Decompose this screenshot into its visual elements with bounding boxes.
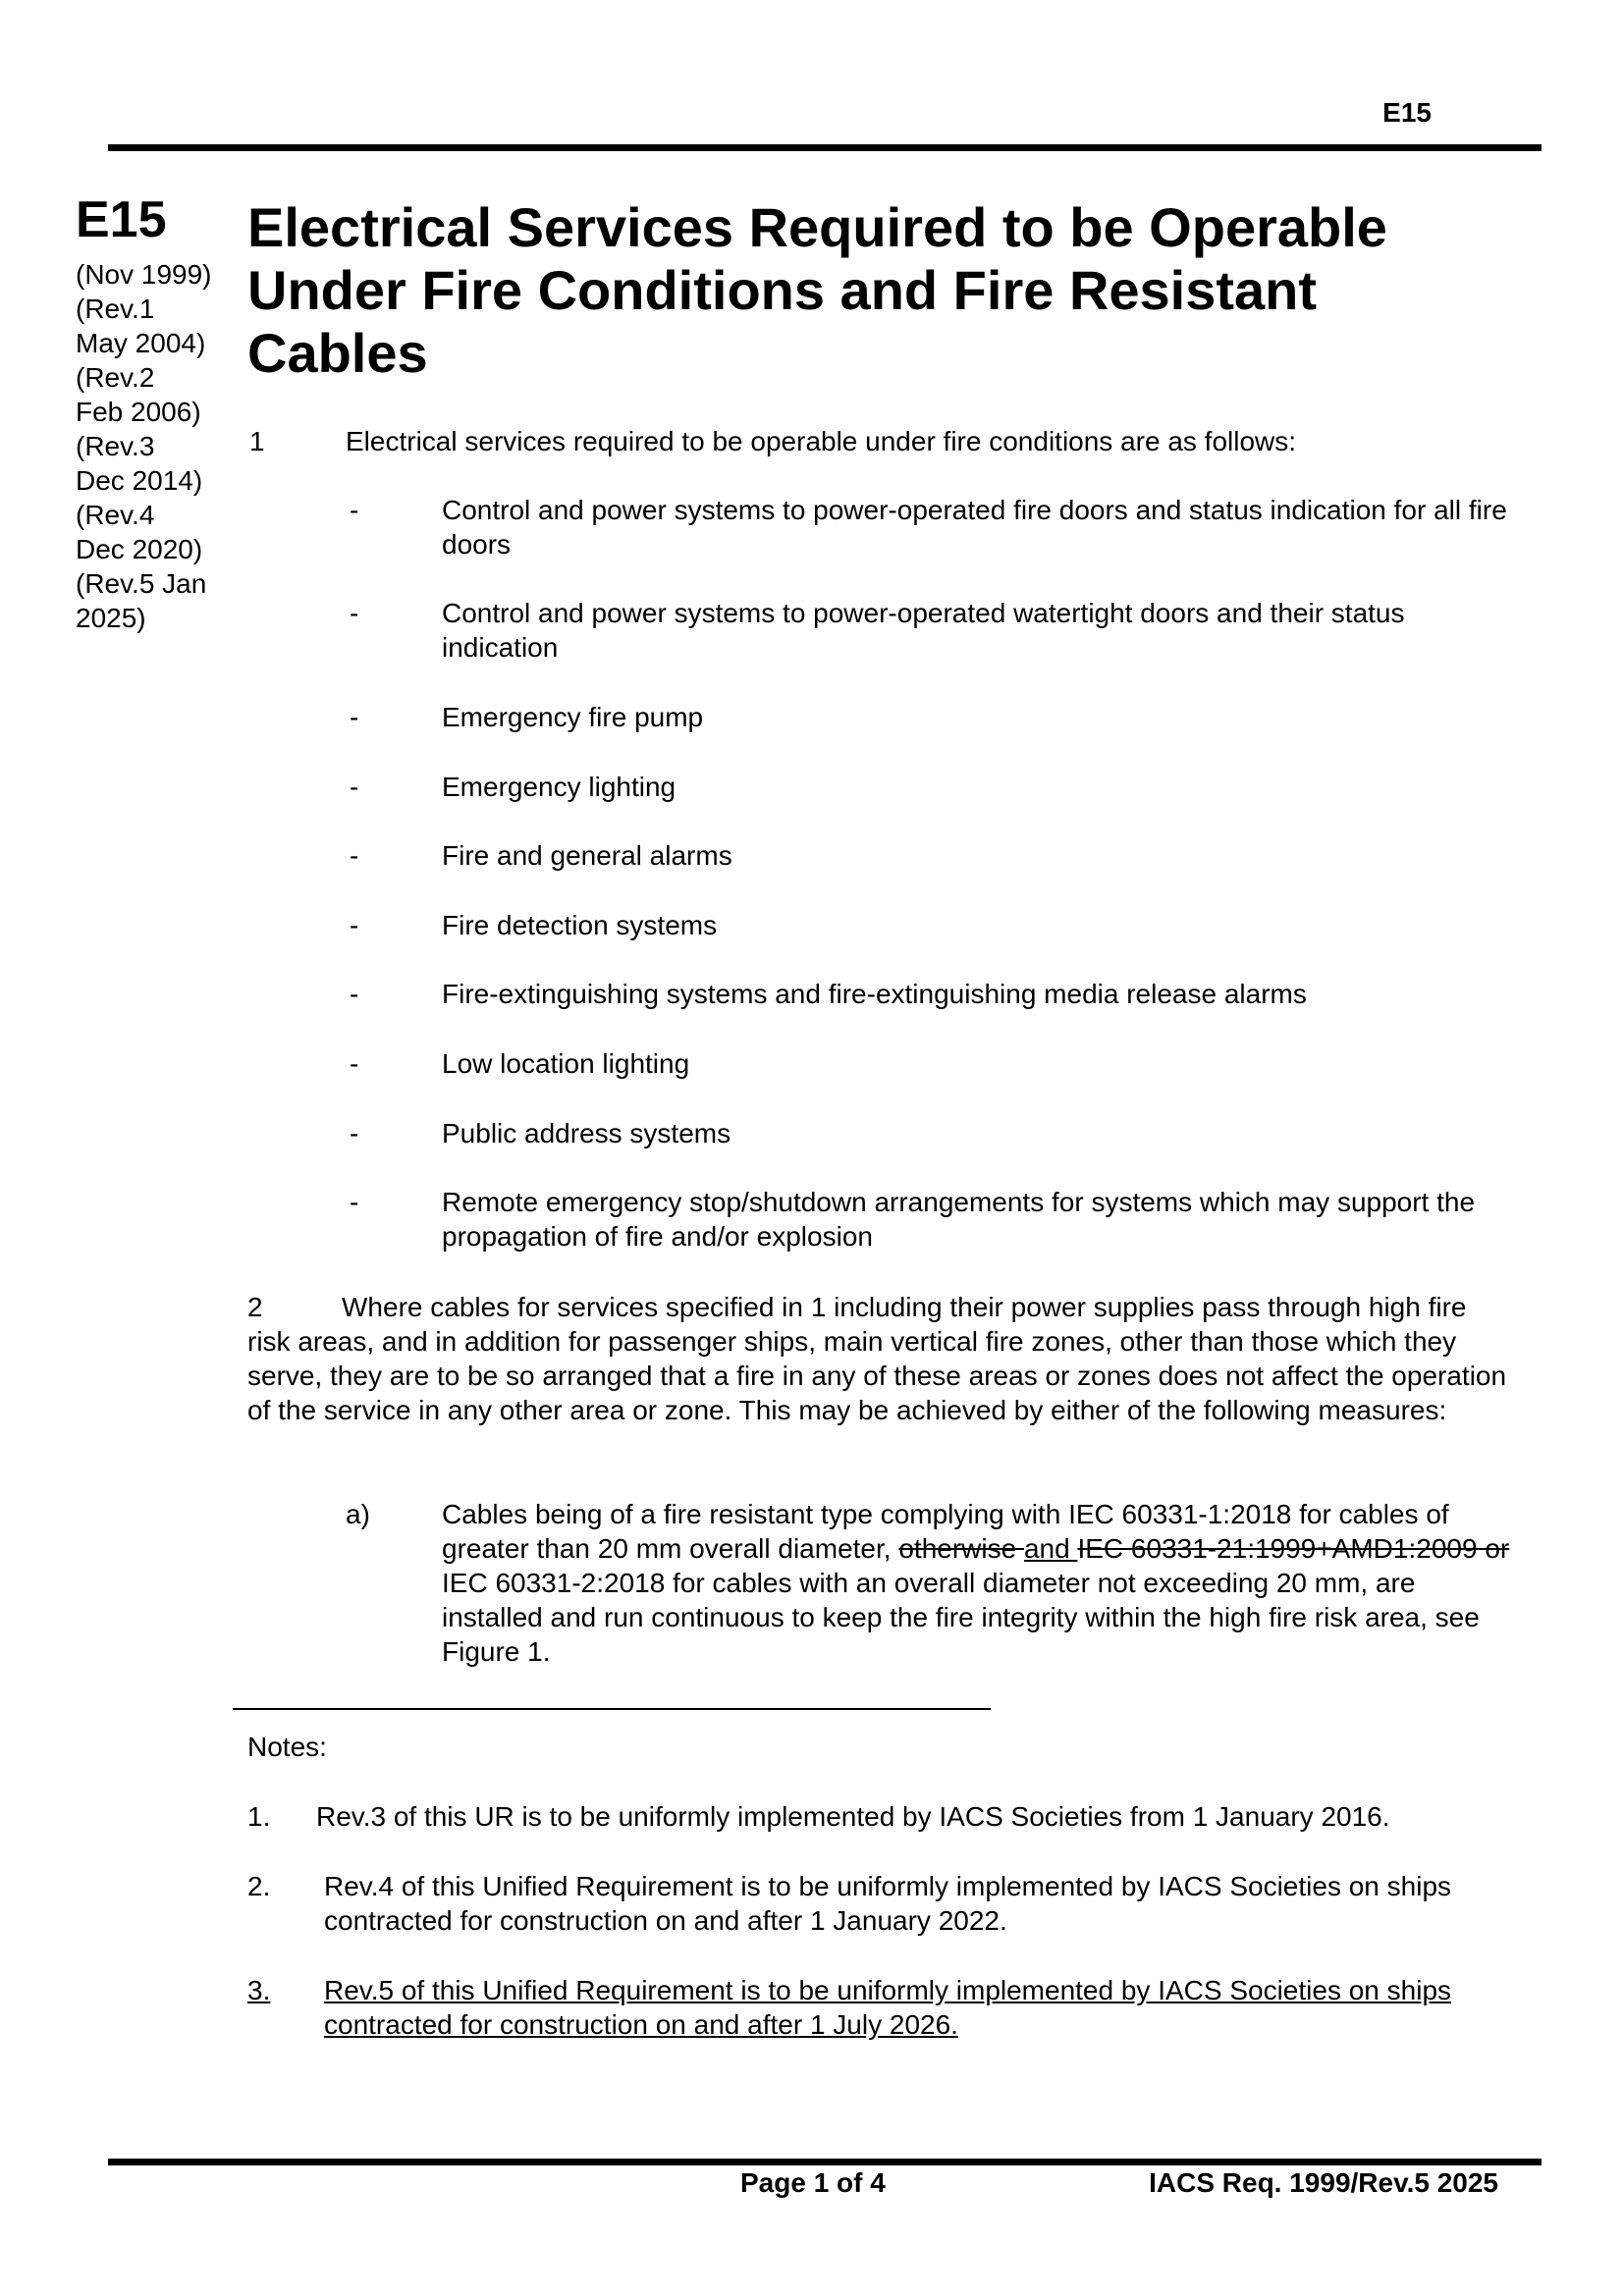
bullet-item: Control and power systems to power-operated fire doors and status indication for all fire doors [442,495,1507,560]
note-text: Rev.3 of this UR is to be uniformly implemented by IACS Societies from 1 January 2016. [316,1801,1390,1832]
bullet-dash: - [350,1118,359,1148]
deleted-text: otherwise [898,1533,1024,1564]
history-line: Dec 2020) [76,534,203,564]
history-line: (Rev.1 [76,294,155,324]
bullet-dash: - [350,702,359,732]
history-line: (Rev.4 [76,500,155,530]
bullet-dash: - [350,772,359,802]
note-text: Rev.4 of this Unified Requirement is to be uniformly implemented by IACS Societies on ships contracted for construction on and after 1 January 2022. [324,1871,1452,1936]
bullet-item: Low location lighting [442,1048,690,1079]
item-a-text [442,1497,1512,1669]
item-a-part: IEC 60331-2:2018 for cables with an overall diameter not exceeding 20 mm, are installed and run continuous to keep the fire integrity within the high fire risk area, see Figure 1. [442,1568,1480,1667]
history-line: (Rev.5 Jan [76,568,207,599]
bullet-dash: - [350,910,359,940]
notes-divider [233,1708,991,1710]
page-title [247,196,1524,385]
history-line: (Nov 1999) [76,259,212,290]
bullet-item: Emergency lighting [442,772,676,802]
header-rule [108,144,1542,151]
note-number: 3. [247,1975,271,2005]
document-reference: IACS Req. 1999/Rev.5 2025 [1149,2167,1498,2198]
history-line: May 2004) [76,328,206,358]
notes-title: Notes: [247,1732,327,1762]
paragraph-1-text: Electrical services required to be operable under fire conditions are as follows: [346,426,1297,456]
bullet-dash: - [350,1187,359,1217]
footer-rule [108,2159,1542,2165]
bullet-dash: - [350,840,359,871]
title-line: Cables [247,322,428,384]
bullet-dash: - [350,1048,359,1079]
history-line: (Rev.2 [76,362,155,393]
inserted-text: and [1023,1533,1078,1564]
header-code: E15 [1382,97,1432,128]
bullet-item: Remote emergency stop/shutdown arrangements for systems which may support the propagation of fire and/or explosion [442,1187,1476,1252]
deleted-text: IEC 60331-21:1999+AMD1:2009 or [1077,1533,1510,1564]
note-number: 1. [247,1801,271,1832]
bullet-item: Control and power systems to power-operated watertight doors and their status indication [442,598,1405,663]
bullet-item: Public address systems [442,1118,731,1148]
page-number: Page 1 of 4 [740,2167,886,2198]
side-code: E15 [76,191,167,248]
bullet-dash: - [350,495,359,525]
revision-history [76,257,233,635]
paragraph-1-number: 1 [249,426,265,456]
note-number: 2. [247,1871,271,1901]
paragraph-2 [247,1290,1509,1427]
paragraph-2-number: 2 [247,1292,263,1322]
item-a-part: Cables being of a fire resistant type complying with IEC 60331-1:2018 for cables of greater than 20 mm overall diameter, [442,1499,1449,1564]
bullet-item: Emergency fire pump [442,702,704,732]
bullet-item: Fire detection systems [442,910,718,940]
paragraph-2-text: Where cables for services specified in 1 including their power supplies pass through high fire risk areas, and in addition for passenger ships, main vertical fire zones, other than those which they serve, they are to be so arranged that a fire in any of these areas or zones does not affect the operation of the service in any other area or zone. This may be achieved by either of the following measures: [247,1292,1507,1425]
history-line: 2025) [76,603,146,633]
bullet-dash: - [350,979,359,1009]
bullet-item: Fire and general alarms [442,840,732,871]
title-line: Electrical Services Required to be Operable [247,196,1387,258]
bullet-dash: - [350,598,359,628]
history-line: (Rev.3 [76,431,155,461]
bullet-item: Fire-extinguishing systems and fire-extinguishing media release alarms [442,979,1307,1009]
note-text: Rev.5 of this Unified Requirement is to be uniformly implemented by IACS Societies on ships contracted for construction on and after 1 July 2026. [324,1975,1452,2040]
history-line: Feb 2006) [76,397,201,427]
item-a-label: a) [346,1499,370,1529]
title-line: Under Fire Conditions and Fire Resistant [247,259,1318,321]
history-line: Dec 2014) [76,465,203,496]
